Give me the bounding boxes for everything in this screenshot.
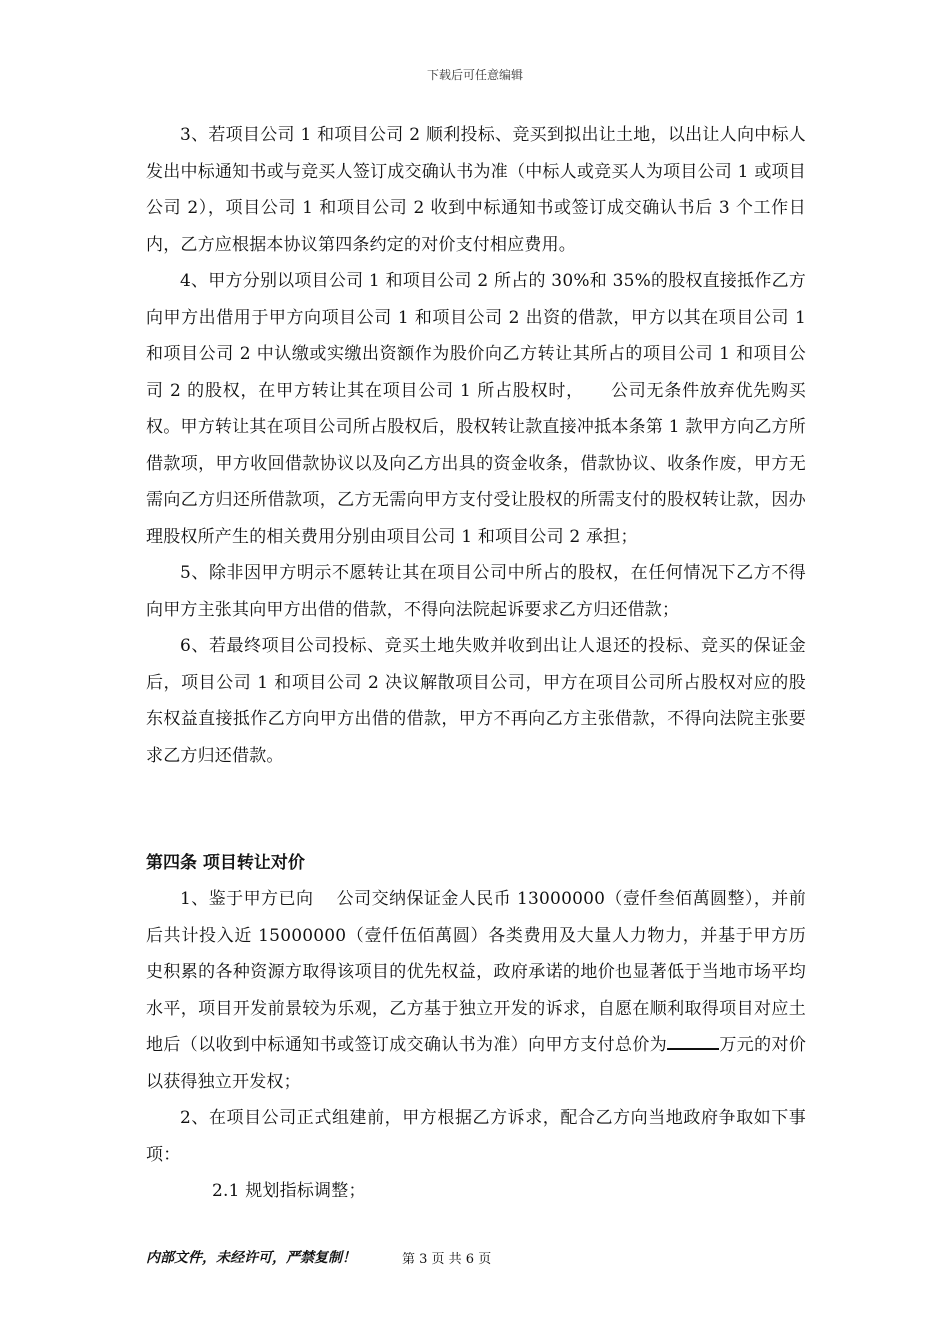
section-4-body xyxy=(146,881,806,1210)
item-2-1: 2.1 规划指标调整； xyxy=(212,1181,366,1201)
section-4-paragraph-2: 2、在项目公司正式组建前，甲方根据乙方诉求，配合乙方向当地政府争取如下事项： xyxy=(146,1108,806,1165)
page-number: 第 3 页 共 6 页 xyxy=(402,1252,492,1267)
paragraph-1-tail: 万元的对价以获得独立开发权； xyxy=(146,1035,807,1092)
section-4-paragraph-1 xyxy=(146,881,806,1100)
paragraph-4: 4、甲方分别以项目公司 1 和项目公司 2 所占的 30%和 35%的股权直接抵作乙方向甲方出借用于甲方向项目公司 1 和项目公司 2 出资的借款，甲方以其在项目公司 1 和项目公司 2 中认缴或实缴出资额作为股价向乙方转让其所占的项目公司 1 和项目公司 2 的股权，在甲方转让其在项目公司 1 所占股权时， 公司无条件放弃优先购买权。甲方转让其在项目公司所占股权后，股权转让款直接冲抵本条第 1 款甲方向乙方所借款项，甲方收回借款协议以及向乙方出具的资金收条，借款协议、收条作废，甲方无需向乙方归还所借款项，乙方无需向甲方支付受让股权的所需支付的股权转让款，因办理股权所产生的相关费用分别由项目公司 1 和项目公司 2 承担； xyxy=(146,271,806,547)
paragraph-3: 3、若项目公司 1 和项目公司 2 顺利投标、竞买到拟出让土地，以出让人向中标人发出中标通知书或与竞买人签订成交确认书为准（中标人或竞买人为项目公司 1 或项目公司 2），项目公司 1 和项目公司 2 收到中标通知书或签订成交确认书后 3 个工作日内，乙方应根据本协议第四条约定的对价支付相应费用。 xyxy=(146,125,806,255)
page-header: 下载后可任意编辑 xyxy=(426,68,523,82)
section-heading: 第四条 项目转让对价 xyxy=(146,853,305,873)
article-body xyxy=(146,117,806,774)
paragraph-1-text: 1、鉴于甲方已向 公司交纳保证金人民币 13000000（壹仟叁佰萬圆整），并前后共计投入近 15000000（壹仟伍佰萬圆）各类费用及大量人力物力，并基于甲方历史积累的各种资源方取得该项目的优先权益，政府承诺的地价也显著低于当地市场平均水平，项目开发前景较为乐观，乙方基于独立开发的诉求，自愿在顺利取得项目对应土地后（以收到中标通知书或签订成交确认书为准）向甲方支付总价为 xyxy=(146,889,806,1055)
paragraph-6: 6、若最终项目公司投标、竞买土地失败并收到出让人退还的投标、竞买的保证金后，项目公司 1 和项目公司 2 决议解散项目公司，甲方在项目公司所占股权对应的股东权益直接抵作乙方向甲方出借的借款，甲方不再向乙方主张借款，不得向法院主张要求乙方归还借款。 xyxy=(146,636,806,766)
paragraph-5: 5、除非因甲方明示不愿转让其在项目公司中所占的股权，在任何情况下乙方不得向甲方主张其向甲方出借的借款，不得向法院起诉要求乙方归还借款； xyxy=(146,563,806,620)
amount-blank xyxy=(667,1030,719,1050)
confidential-notice: 内部文件，未经许可，严禁复制！ xyxy=(146,1250,356,1266)
